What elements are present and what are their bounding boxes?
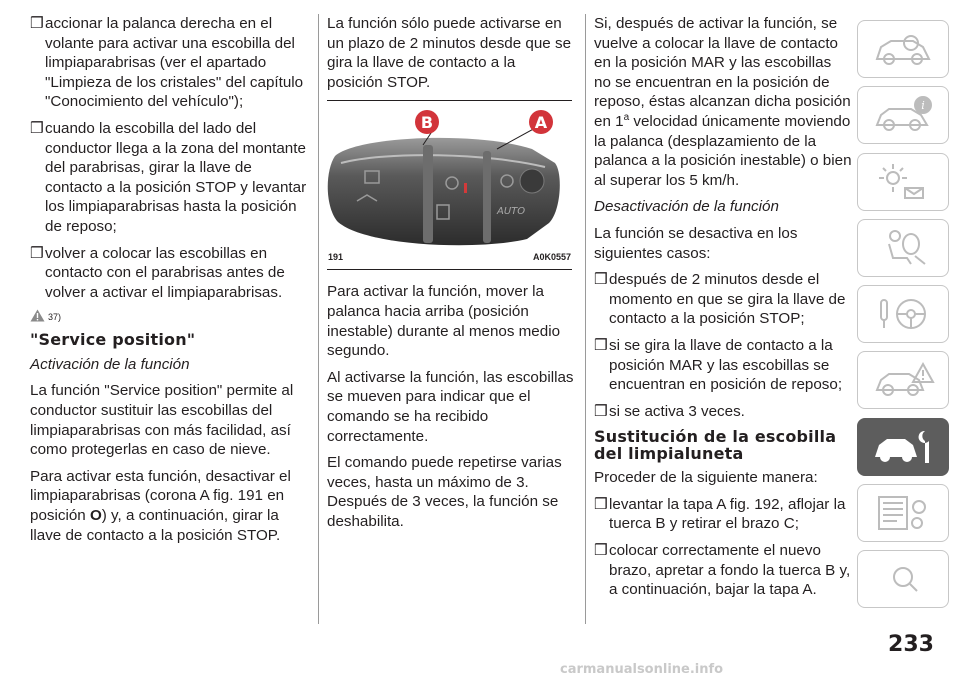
callout-a: A — [534, 113, 548, 133]
paragraph: Al activarse la función, las escobillas se mueven para indicar que el comando se ha recibido correctamente. — [327, 368, 574, 445]
list-item: ❒ si se gira la llave de contacto a la posición MAR y las escobillas se encuentran en posición de reposo; — [594, 336, 843, 394]
car-service-icon — [871, 427, 935, 467]
paragraph: El comando puede repetirse varias veces, hasta un máximo de 3. Después de 3 veces, la función se deshabilita. — [327, 454, 562, 530]
technical-data-icon — [871, 493, 935, 533]
checkbox-bullet-icon: ❒ — [594, 271, 608, 289]
paragraph: Si, después de activar la función, se vuelve a colocar la llave de contacto en la posición MAR y las escobillas no se encuentran en la posición de reposo, éstas alcanzan dicha posición en 1$^a$ velocidad únicamente moviendo la palanca (desplazamiento de la palanca a la posición inestable) o bien al superar los 5 km/h. — [594, 15, 852, 189]
tab-car-service[interactable] — [857, 418, 949, 476]
list-item: ❒ cuando la escobilla del lado del conductor llega a la zona del montante del parabrisas, girar la llave de contacto a la posición STOP y levantar los limpiaparabrisas hasta la posición de reposo; — [30, 119, 307, 235]
watermark: carmanualsonline.info — [560, 662, 724, 677]
paragraph: Proceder de la siguiente manera: — [594, 469, 818, 487]
tab-technical-data[interactable] — [857, 484, 949, 542]
list-item: ❒ colocar correctamente el nuevo brazo, apretar a fondo la tuerca B y, a continuación, bajar la tapa A. — [594, 542, 851, 599]
list-item: ❒ accionar la palanca derecha en el volante para activar una escobilla del limpiaparabrisas (ver el apartado "Limpieza de los cristales" del capítulo "Conocimiento del vehículo"); — [30, 15, 304, 111]
paragraph: Para activar la función, mover la palanca hacia arriba (posición inestable) durante al menos medio segundo. — [327, 283, 561, 360]
svg-text:i: i — [921, 99, 925, 113]
chapter-tabs — [857, 20, 949, 617]
off-position-symbol: O — [89, 506, 102, 524]
tab-key-steering[interactable] — [857, 285, 949, 343]
tab-breakdown[interactable] — [857, 351, 949, 409]
car-info-icon — [871, 95, 935, 135]
paragraph: Para activar esta función, desactivar el limpiaparabrisas (corona A fig. 191 en posición O) y, a continuación, girar la llave de contacto a la posición STOP. — [30, 467, 291, 544]
column-divider — [318, 14, 319, 624]
column-divider — [585, 14, 586, 624]
section-heading: Sustitución de la escobilla del limpialuneta — [594, 427, 837, 463]
callout-b: B — [420, 113, 434, 133]
subheading: Desactivación de la función — [594, 198, 779, 216]
tab-airbag-seat[interactable] — [857, 219, 949, 277]
tab-index[interactable] — [857, 550, 949, 608]
tab-car-info[interactable] — [857, 86, 949, 144]
checkbox-bullet-icon: ❒ — [594, 542, 608, 560]
checkbox-bullet-icon: ❒ — [594, 336, 608, 354]
checkbox-bullet-icon: ❒ — [594, 402, 608, 420]
wiper-stalk-illustration — [327, 101, 572, 251]
tab-car-wheel[interactable] — [857, 20, 949, 78]
tab-warning-lights[interactable] — [857, 153, 949, 211]
list-item: ❒ volver a colocar las escobillas en contacto con el parabrisas antes de volver a activar el limpiaparabrisas. — [30, 244, 285, 301]
warning-triangle-icon — [30, 309, 45, 322]
paragraph: La función sólo puede activarse en un plazo de 2 minutos desde que se gira la llave de contacto a la posición STOP. — [327, 15, 572, 91]
figure-191 — [327, 100, 572, 270]
figure-caption — [328, 248, 571, 268]
checkbox-bullet-icon: ❒ — [30, 244, 44, 262]
warning-note-reference: 37) — [30, 309, 310, 322]
key-steering-icon — [871, 294, 935, 334]
checkbox-bullet-icon: ❒ — [594, 495, 608, 513]
list-item: ❒ levantar la tapa A fig. 192, aflojar la tuerca B y retirar el brazo C; — [594, 495, 846, 533]
figure-code: A0K0557 — [532, 251, 571, 262]
column-2 — [327, 14, 575, 539]
airbag-seat-icon — [871, 228, 935, 268]
checkbox-bullet-icon: ❒ — [30, 15, 44, 32]
column-3 — [594, 14, 852, 607]
subheading: Activación de la función — [30, 355, 190, 373]
list-item: ❒ si se activa 3 veces. — [594, 402, 745, 420]
breakdown-icon — [871, 360, 935, 400]
figure-number: 191 — [328, 251, 344, 262]
list-item: ❒ después de 2 minutos desde el momento en que se gira la llave de contacto a la posición STOP; — [594, 271, 846, 328]
index-icon — [871, 557, 935, 601]
section-heading: "Service position" — [30, 330, 196, 350]
warning-lights-icon — [871, 162, 935, 202]
paragraph: La función se desactiva en los siguientes casos: — [594, 224, 798, 262]
column-1 — [30, 14, 310, 552]
checkbox-bullet-icon: ❒ — [30, 119, 44, 137]
page-number: 233 — [888, 632, 934, 657]
car-wheel-icon — [871, 29, 935, 69]
paragraph: La función "Service position" permite al conductor sustituir las escobillas del limpiaparabrisas con más facilidad, así como protegerlas en caso de nieve. — [30, 382, 294, 459]
auto-marking: AUTO — [497, 206, 526, 218]
